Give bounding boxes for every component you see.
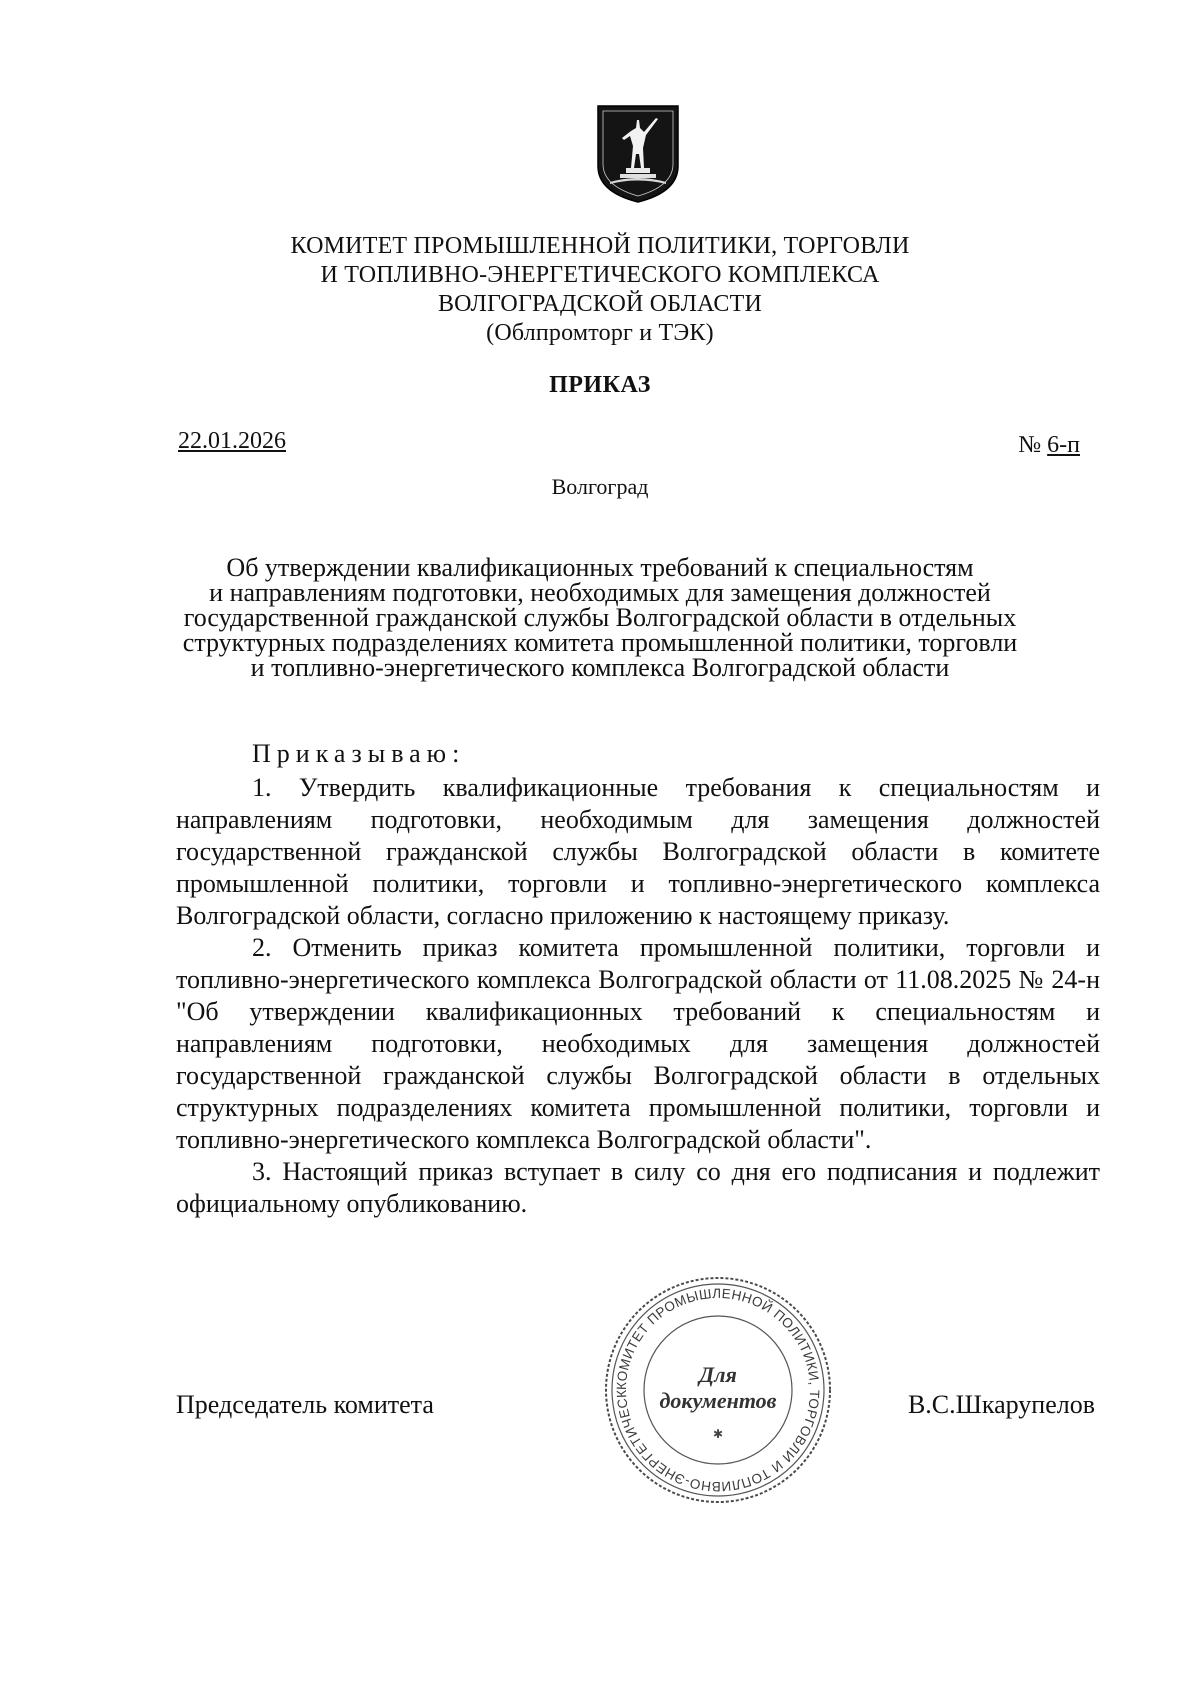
stamp-star-icon: ✱ <box>712 1427 724 1441</box>
subject-line: государственной гражданской службы Волгоградской области в отдельных <box>183 603 1017 632</box>
order-word: Приказываю: <box>252 739 466 768</box>
paragraph-3: 3. Настоящий приказ вступает в силу со дня его подписания и подлежит официальному опубликованию. <box>176 1157 1100 1218</box>
number-sign: № <box>1018 432 1042 458</box>
stamp-center-line2: документов <box>659 1388 777 1413</box>
document-date: 22.01.2026 <box>178 428 286 454</box>
document-type: ПРИКАЗ <box>549 372 651 398</box>
subject-line: и топливно-энергетического комплекса Волгоградской области <box>250 653 950 682</box>
document-body <box>176 738 1100 1220</box>
coat-of-arms-icon <box>596 104 680 204</box>
number-value: 6-п <box>1047 432 1080 458</box>
header-line: (Облпромторг и ТЭК) <box>486 320 714 346</box>
subject-line: и направлениям подготовки, необходимых для замещения должностей <box>209 578 991 607</box>
paragraph-1: 1. Утвердить квалификационные требования к специальностям и направлениям подготовки, необходимым для замещения должностей государственной гражданской службы Волгоградской области в комитете промышленной политики, торговли и топливно-энергетического комплекса Волгоградской области, согласно приложению к настоящему приказу. <box>176 773 1100 930</box>
signatory-title: Председатель комитета <box>176 1390 434 1419</box>
document-city: Волгоград <box>551 474 649 499</box>
document-number <box>1018 432 1080 459</box>
stamp-center-line1: Для <box>699 1362 737 1387</box>
paragraph-2: 2. Отменить приказ комитета промышленной политики, торговли и топливно-энергетического комплекса Волгоградской области от 11.08.2025 № 24-н "Об утверждении квалификационных требований к специальностям и направлениям подготовки, необходимых для замещения должностей государственной гражданской службы Волгоградской области в отдельных структурных подразделениях комитета промышленной политики, торговли и топливно-энергетического комплекса Волгоградской области". <box>176 933 1100 1154</box>
official-stamp <box>598 1270 838 1510</box>
signatory-name: В.С.Шкарупелов <box>907 1390 1095 1419</box>
subject-line: Об утверждении квалификационных требований к специальностям <box>226 553 974 582</box>
header-line: ВОЛГОГРАДСКОЙ ОБЛАСТИ <box>437 291 763 317</box>
subject-line: структурных подразделениях комитета промышленной политики, торговли <box>182 628 1018 657</box>
header-line: И ТОПЛИВНО-ЭНЕРГЕТИЧЕСКОГО КОМПЛЕКСА <box>320 262 880 288</box>
header-line: КОМИТЕТ ПРОМЫШЛЕННОЙ ПОЛИТИКИ, ТОРГОВЛИ <box>290 233 910 259</box>
document-subject <box>150 555 1050 680</box>
organization-header <box>200 232 1000 348</box>
stamp-ring-text: КОМИТЕТ ПРОМЫШЛЕННОЙ ПОЛИТИКИ, ТОРГОВЛИ И ТОПЛИВНО-ЭНЕРГЕТИЧЕСК <box>613 1285 823 1495</box>
